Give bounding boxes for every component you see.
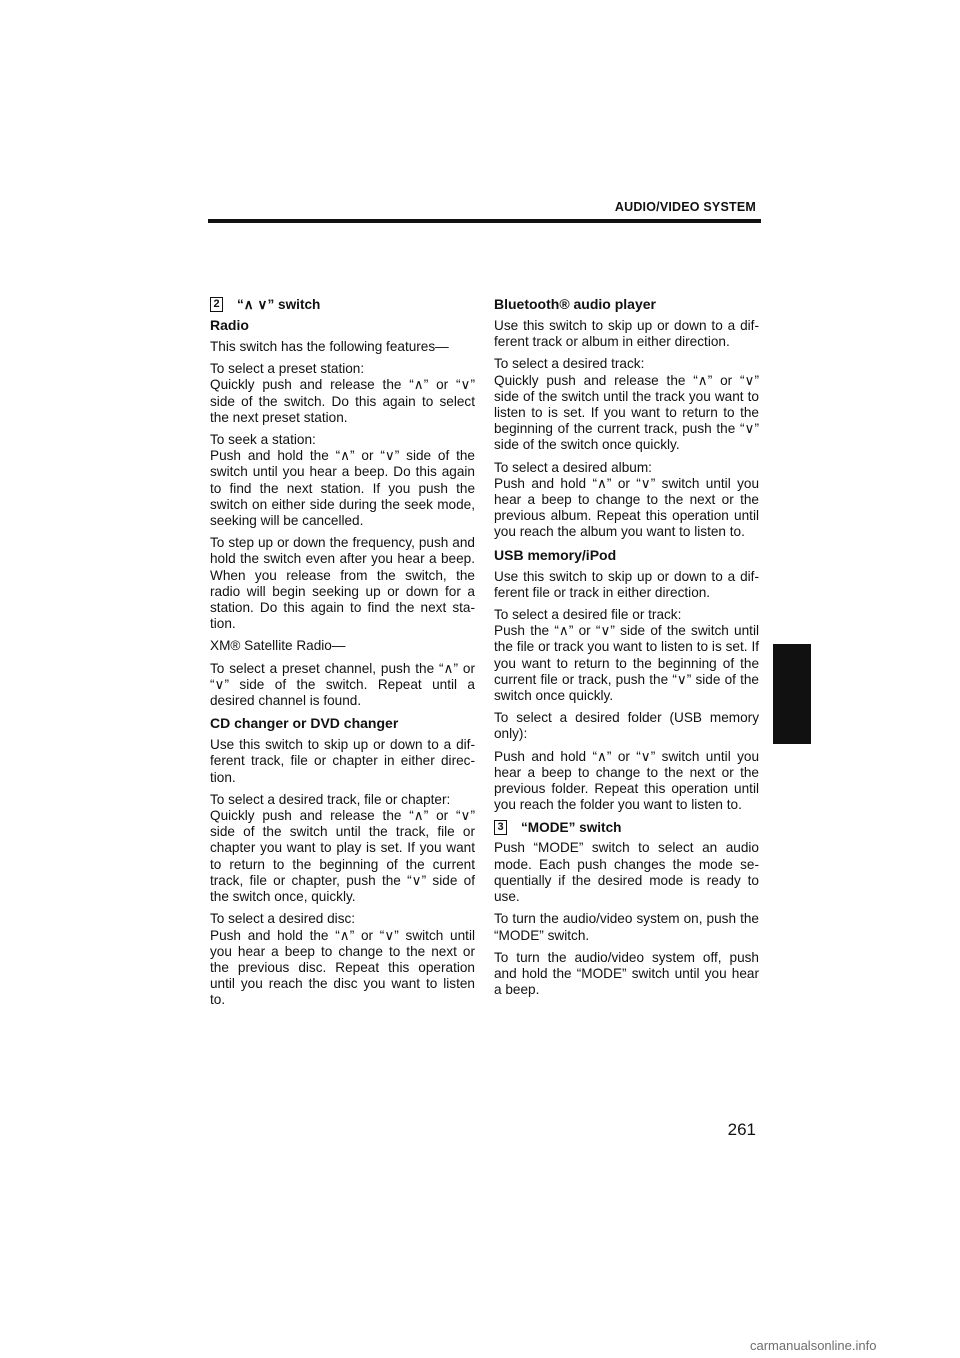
page-number: 261: [727, 1120, 756, 1139]
radio-paragraph-2: Quickly push and release the “∧” or “∨” side of the switch. Do this again to select the next preset station.: [210, 377, 475, 425]
bluetooth-paragraph-3: Push and hold “∧” or “∨” switch until you hear a beep to change to the next or the previous album. Repeat this operation until you reach the album you want to listen to.: [494, 475, 759, 540]
usb-paragraph-2: Push the “∧” or “∨” side of the switch until the file or track you want to listen to is set. If you want to return to the beginning of the current file or track, push the “∨” side of the switch once quickly.: [494, 623, 759, 704]
cd-paragraph-2-label: To select a desired track, file or chapter:: [210, 791, 451, 807]
bluetooth-paragraph-2-label: To select a desired track:: [494, 356, 645, 372]
section-header: AUDIO/VIDEO SYSTEM: [614, 200, 756, 214]
bluetooth-paragraph-2: Quickly push and release the “∧” or “∨” side of the switch until the track you want to listen to is set. If you want to return to the beginning of the current track, push the “∨” side of the switch once quickly.: [494, 372, 759, 453]
item-2-title: “∧ ∨” switch: [237, 297, 321, 312]
xm-paragraph-2: To select a preset channel, push the “∧” or “∨” side of the switch. Repeat until a desired channel is found.: [210, 660, 475, 709]
radio-paragraph-4: To step up or down the frequency, push and hold the switch even after you hear a beep. When you release from the switch, the radio will begin seeking up or down for a station. Do this again to find the next sta-tion.: [210, 535, 475, 632]
left-column: [210, 296, 475, 1015]
usb-paragraph-2-label: To select a desired file or track:: [494, 607, 682, 623]
cd-heading: CD changer or DVD changer: [210, 715, 399, 732]
item-3-heading: [494, 819, 759, 836]
cd-paragraph-2: Quickly push and release the “∧” or “∨” side of the switch until the track, file or chapter you want to play is set. If you want to return to the beginning of the current track, file or chapter, push the “∨” side of the switch once, quickly.: [210, 808, 475, 905]
mode-paragraph-3: To turn the audio/video system off, push and hold the “MODE” switch until you hear a beep.: [494, 949, 759, 998]
usb-heading: USB memory/iPod: [494, 546, 617, 563]
right-column: [494, 296, 759, 1004]
cd-paragraph-1: Use this switch to skip up or down to a dif-ferent track, file or chapter in either direc-tion.: [210, 737, 475, 785]
watermark: carmanualsonline.info: [750, 1338, 877, 1353]
radio-paragraph-3-label: To seek a station:: [210, 432, 316, 448]
mode-paragraph-1: Push “MODE” switch to select an audio mode. Each push changes the mode se-quentially if the desired mode is ready to use.: [494, 840, 759, 905]
usb-paragraph-1: Use this switch to skip up or down to a dif-ferent file or track in either direction.: [494, 568, 759, 600]
usb-paragraph-3: To select a desired folder (USB memory only):: [494, 710, 759, 742]
item-number-box: 2: [210, 297, 223, 312]
bluetooth-paragraph-3-label: To select a desired album:: [494, 459, 652, 475]
bluetooth-heading: Bluetooth® audio player: [494, 296, 656, 312]
usb-paragraph-4: Push and hold “∧” or “∨” switch until you hear a beep to change to the next or the previous folder. Repeat this operation until you reach the folder you want to listen to.: [494, 748, 759, 813]
radio-paragraph-3: Push and hold the “∧” or “∨” side of the switch until you hear a beep. Do this again to find the next station. If you push the switch on either side during the seek mode, seeking will be cancelled.: [210, 448, 475, 529]
cd-paragraph-3-label: To select a desired disc:: [210, 911, 356, 927]
mode-paragraph-2: To turn the audio/video system on, push the “MODE” switch.: [494, 911, 759, 943]
header-rule: [208, 219, 761, 223]
xm-paragraph-1: XM® Satellite Radio—: [210, 638, 346, 654]
bluetooth-paragraph-1: Use this switch to skip up or down to a dif-ferent track or album in either direction.: [494, 318, 759, 350]
chapter-tab-marker: [773, 644, 811, 744]
item-number-box: 3: [494, 820, 507, 835]
radio-heading: Radio: [210, 317, 249, 333]
item-2-heading: [210, 296, 475, 313]
cd-paragraph-3: Push and hold the “∧” or “∨” switch until you hear a beep to change to the next or the previous disc. Repeat this operation until you reach the disc you want to listen to.: [210, 927, 475, 1008]
item-3-title: “MODE” switch: [521, 820, 622, 836]
radio-paragraph-1: This switch has the following features—: [210, 339, 449, 354]
radio-paragraph-2-label: To select a preset station:: [210, 361, 365, 377]
